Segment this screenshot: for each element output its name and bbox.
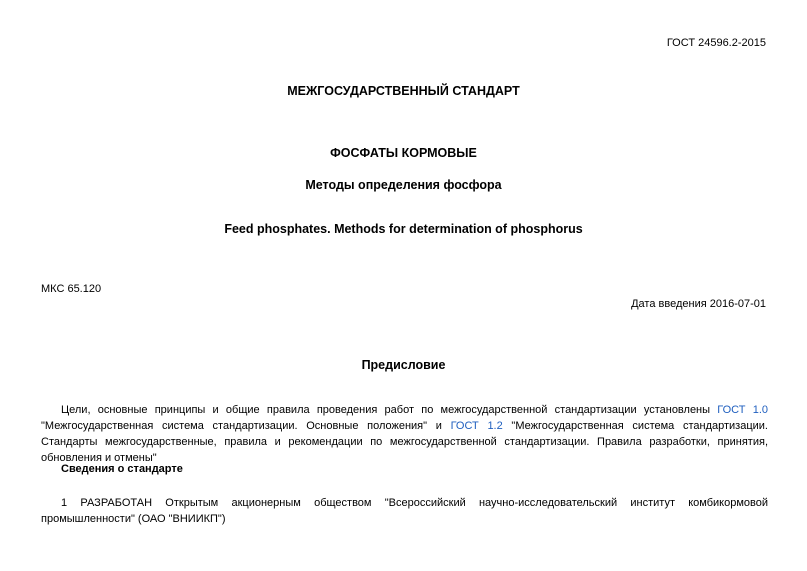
gost-1-2-link[interactable]: ГОСТ 1.2	[450, 420, 503, 432]
introduction-date: Дата введения 2016-07-01	[631, 298, 766, 310]
standard-subtitle: Методы определения фосфора	[305, 178, 502, 192]
paragraph-text: Цели, основные принципы и общие правила проведения работ по межгосударственной стандартизации установлены	[61, 404, 718, 416]
paragraph-text: "Межгосударственная система стандартизации. Основные положения" и	[41, 420, 451, 432]
developer-paragraph: 1 РАЗРАБОТАН Открытым акционерным обществом "Всероссийский научно-исследовательский институт комбикормовой промышленности" (ОАО "ВНИИКП")	[41, 497, 768, 525]
preface-paragraph	[41, 402, 768, 466]
document-code: ГОСТ 24596.2-2015	[666, 37, 766, 49]
standard-name-title: ФОСФАТЫ КОРМОВЫЕ	[330, 146, 477, 160]
paragraph-text: "Межгосударственная система стандартизации. Стандарты межгосударственные, правила и рекомендации по межгосударственной стандартизации. Правила разработки, принятия, обновления и отмены"	[41, 420, 768, 464]
preface-heading: Предисловие	[361, 358, 446, 372]
mks-code: МКС 65.120	[41, 283, 102, 295]
gost-1-0-link[interactable]: ГОСТ 1.0	[717, 404, 768, 416]
standard-info-heading: Сведения о стандарте	[61, 463, 183, 475]
standard-type-title: МЕЖГОСУДАРСТВЕННЫЙ СТАНДАРТ	[287, 84, 520, 98]
english-title: Feed phosphates. Methods for determination of phosphorus	[224, 222, 583, 236]
